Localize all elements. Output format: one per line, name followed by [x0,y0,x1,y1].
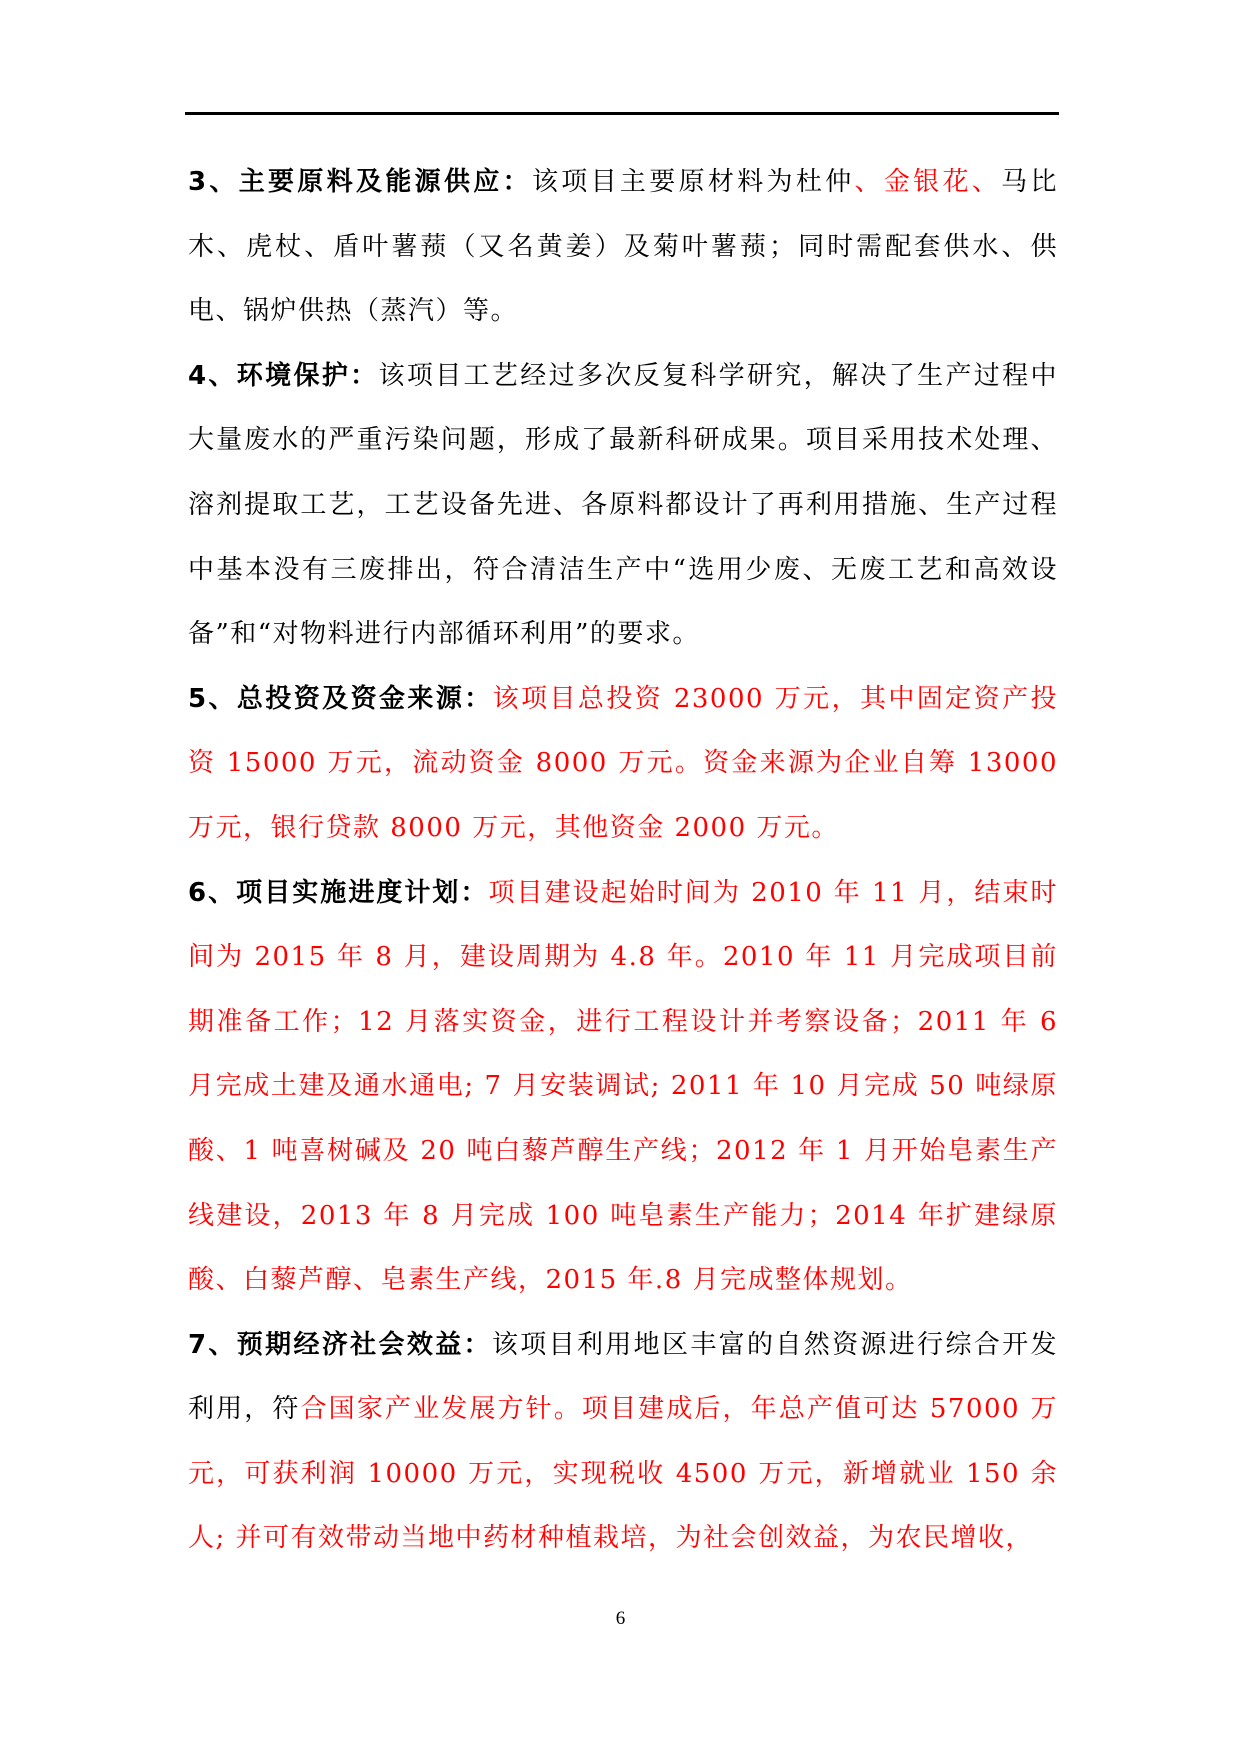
section-heading: 4、环境保护： [188,360,379,391]
section-investment [188,667,1058,861]
document-body [188,150,1058,1571]
section-heading: 7、预期经济社会效益： [188,1329,492,1360]
section-text: 该项目工艺经过多次反复科学研究，解决了生产过程中大量废水的严重污染问题，形成了最新科研成果。项目采用技术处理、溶剂提取工艺，工艺设备先进、各原料都设计了再利用措施、生产过程中基本没有三废排出，符合清洁生产中“选用少废、无废工艺和高效设备”和“对物料进行内部循环利用”的要求。 [188,360,1058,650]
section-text-highlight: 合国家产业发展方针。项目建成后，年总产值可达 57000 万元，可获利润 10000 万元，实现税收 4500 万元，新增就业 150 余人; 并可有效带动当地中药材种植栽培，为社会创效益，为农民增收， [188,1394,1058,1554]
header-rule [185,112,1059,115]
section-text-highlight: 、金银花、 [854,167,1002,197]
page-number: 6 [615,1608,626,1629]
section-raw-materials [188,150,1058,344]
section-benefits [188,1313,1058,1571]
section-heading: 3、主要原料及能源供应： [188,167,532,197]
section-text: 马比木、虎杖、盾叶薯蓣（又名黄姜）及菊叶薯蓣；同时需配套供水、供电、锅炉供热（蒸汽）等。 [188,167,1058,327]
section-heading: 5、总投资及资金来源： [188,683,493,714]
section-environment [188,344,1058,667]
section-schedule [188,861,1058,1313]
section-text: 该项目利用地区丰富的自然资源进行综合开发利用，符 [188,1329,1058,1425]
section-heading: 6、项目实施进度计划： [188,877,489,908]
section-text: 该项目主要原材料为杜仲 [531,167,855,197]
section-text-highlight: 该项目总投资 23000 万元，其中固定资产投资 15000 万元，流动资金 8000 万元。资金来源为企业自筹 13000 万元，银行贷款 8000 万元，其他资金 2000 万元。 [188,683,1058,843]
section-text-highlight: 项目建设起始时间为 2010 年 11 月，结束时间为 2015 年 8 月，建设周期为 4.8 年。2010 年 11 月完成项目前期准备工作；12 月落实资金，进行工程设计并考察设备；2011 年 6 月完成土建及通水通电; 7 月安装调试; 2011 年 10 月完成 50 吨绿原酸、1 吨喜树碱及 20 吨白藜芦醇生产线；2012 年 1 月开始皂素生产线建设，2013 年 8 月完成 100 吨皂素生产能力；2014 年扩建绿原酸、白藜芦醇、皂素生产线，2015 年.8 月完成整体规划。 [188,877,1059,1296]
